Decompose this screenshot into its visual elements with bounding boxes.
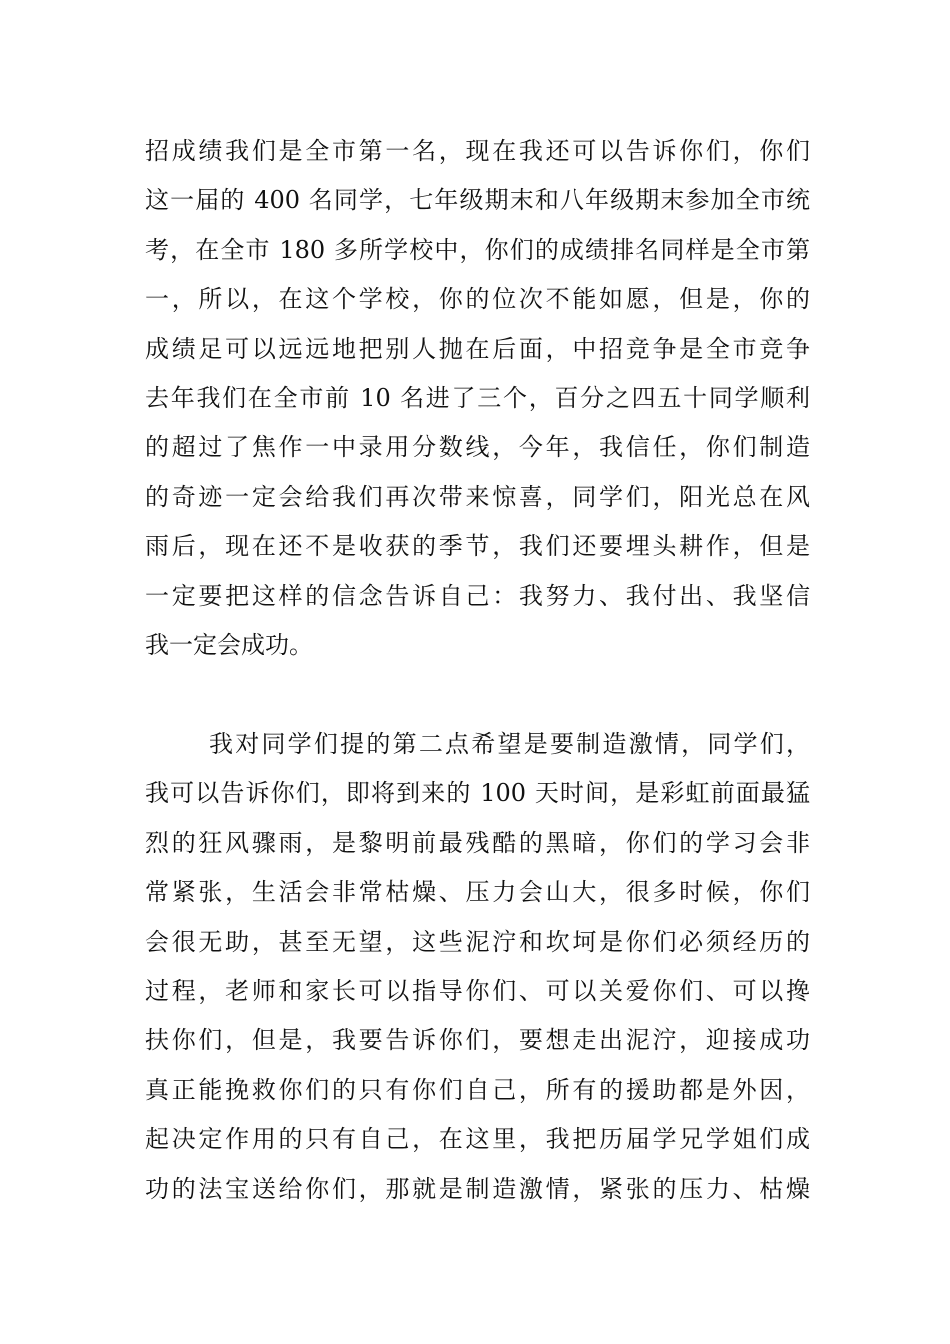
text-line: 功的法宝送给你们，那就是制造激情，紧张的压力、枯燥 — [145, 1174, 810, 1203]
text-line: 雨后，现在还不是收获的季节，我们还要埋头耕作，但是 — [145, 532, 810, 561]
text-line: 会很无助，甚至无望，这些泥泞和坎坷是你们必须经历的 — [145, 927, 810, 956]
paragraph-1 — [145, 127, 810, 670]
text-line: 过程，老师和家长可以指导你们、可以关爱你们、可以搀 — [145, 976, 810, 1005]
text-line: 去年我们在全市前 10 名进了三个，百分之四五十同学顺利 — [145, 383, 810, 412]
text-line: 的超过了焦作一中录用分数线，今年，我信任，你们制造 — [145, 433, 810, 462]
text-line: 这一届的 400 名同学，七年级期末和八年级期末参加全市统 — [145, 186, 810, 215]
text-line: 常紧张，生活会非常枯燥、压力会山大，很多时候，你们 — [145, 878, 810, 907]
text-line: 扶你们，但是，我要告诉你们，要想走出泥泞，迎接成功 — [145, 1026, 810, 1055]
text-line: 起决定作用的只有自己，在这里，我把历届学兄学姐们成 — [145, 1125, 810, 1154]
text-line: 的奇迹一定会给我们再次带来惊喜，同学们，阳光总在风 — [145, 482, 810, 511]
text-line: 我一定会成功。 — [145, 630, 313, 659]
text-line: 真正能挽救你们的只有你们自己，所有的援助都是外因， — [145, 1075, 810, 1104]
text-line: 考，在全市 180 多所学校中，你们的成绩排名同样是全市第 — [145, 235, 810, 264]
text-line: 我对同学们提的第二点希望是要制造激情，同学们， — [209, 730, 810, 758]
text-line: 烈的狂风骤雨，是黎明前最残酷的黑暗，你们的学习会非 — [145, 828, 810, 857]
text-line: 一定要把这样的信念告诉自己：我努力、我付出、我坚信 — [145, 581, 810, 610]
text-line: 一，所以，在这个学校，你的位次不能如愿，但是，你的 — [145, 285, 810, 314]
paragraph-2 — [145, 720, 810, 1214]
text-line: 我可以告诉你们，即将到来的 100 天时间，是彩虹前面最猛 — [145, 779, 810, 808]
text-line: 招成绩我们是全市第一名，现在我还可以告诉你们，你们 — [145, 137, 810, 165]
text-line: 成绩足可以远远地把别人抛在后面，中招竞争是全市竞争 — [145, 334, 810, 363]
